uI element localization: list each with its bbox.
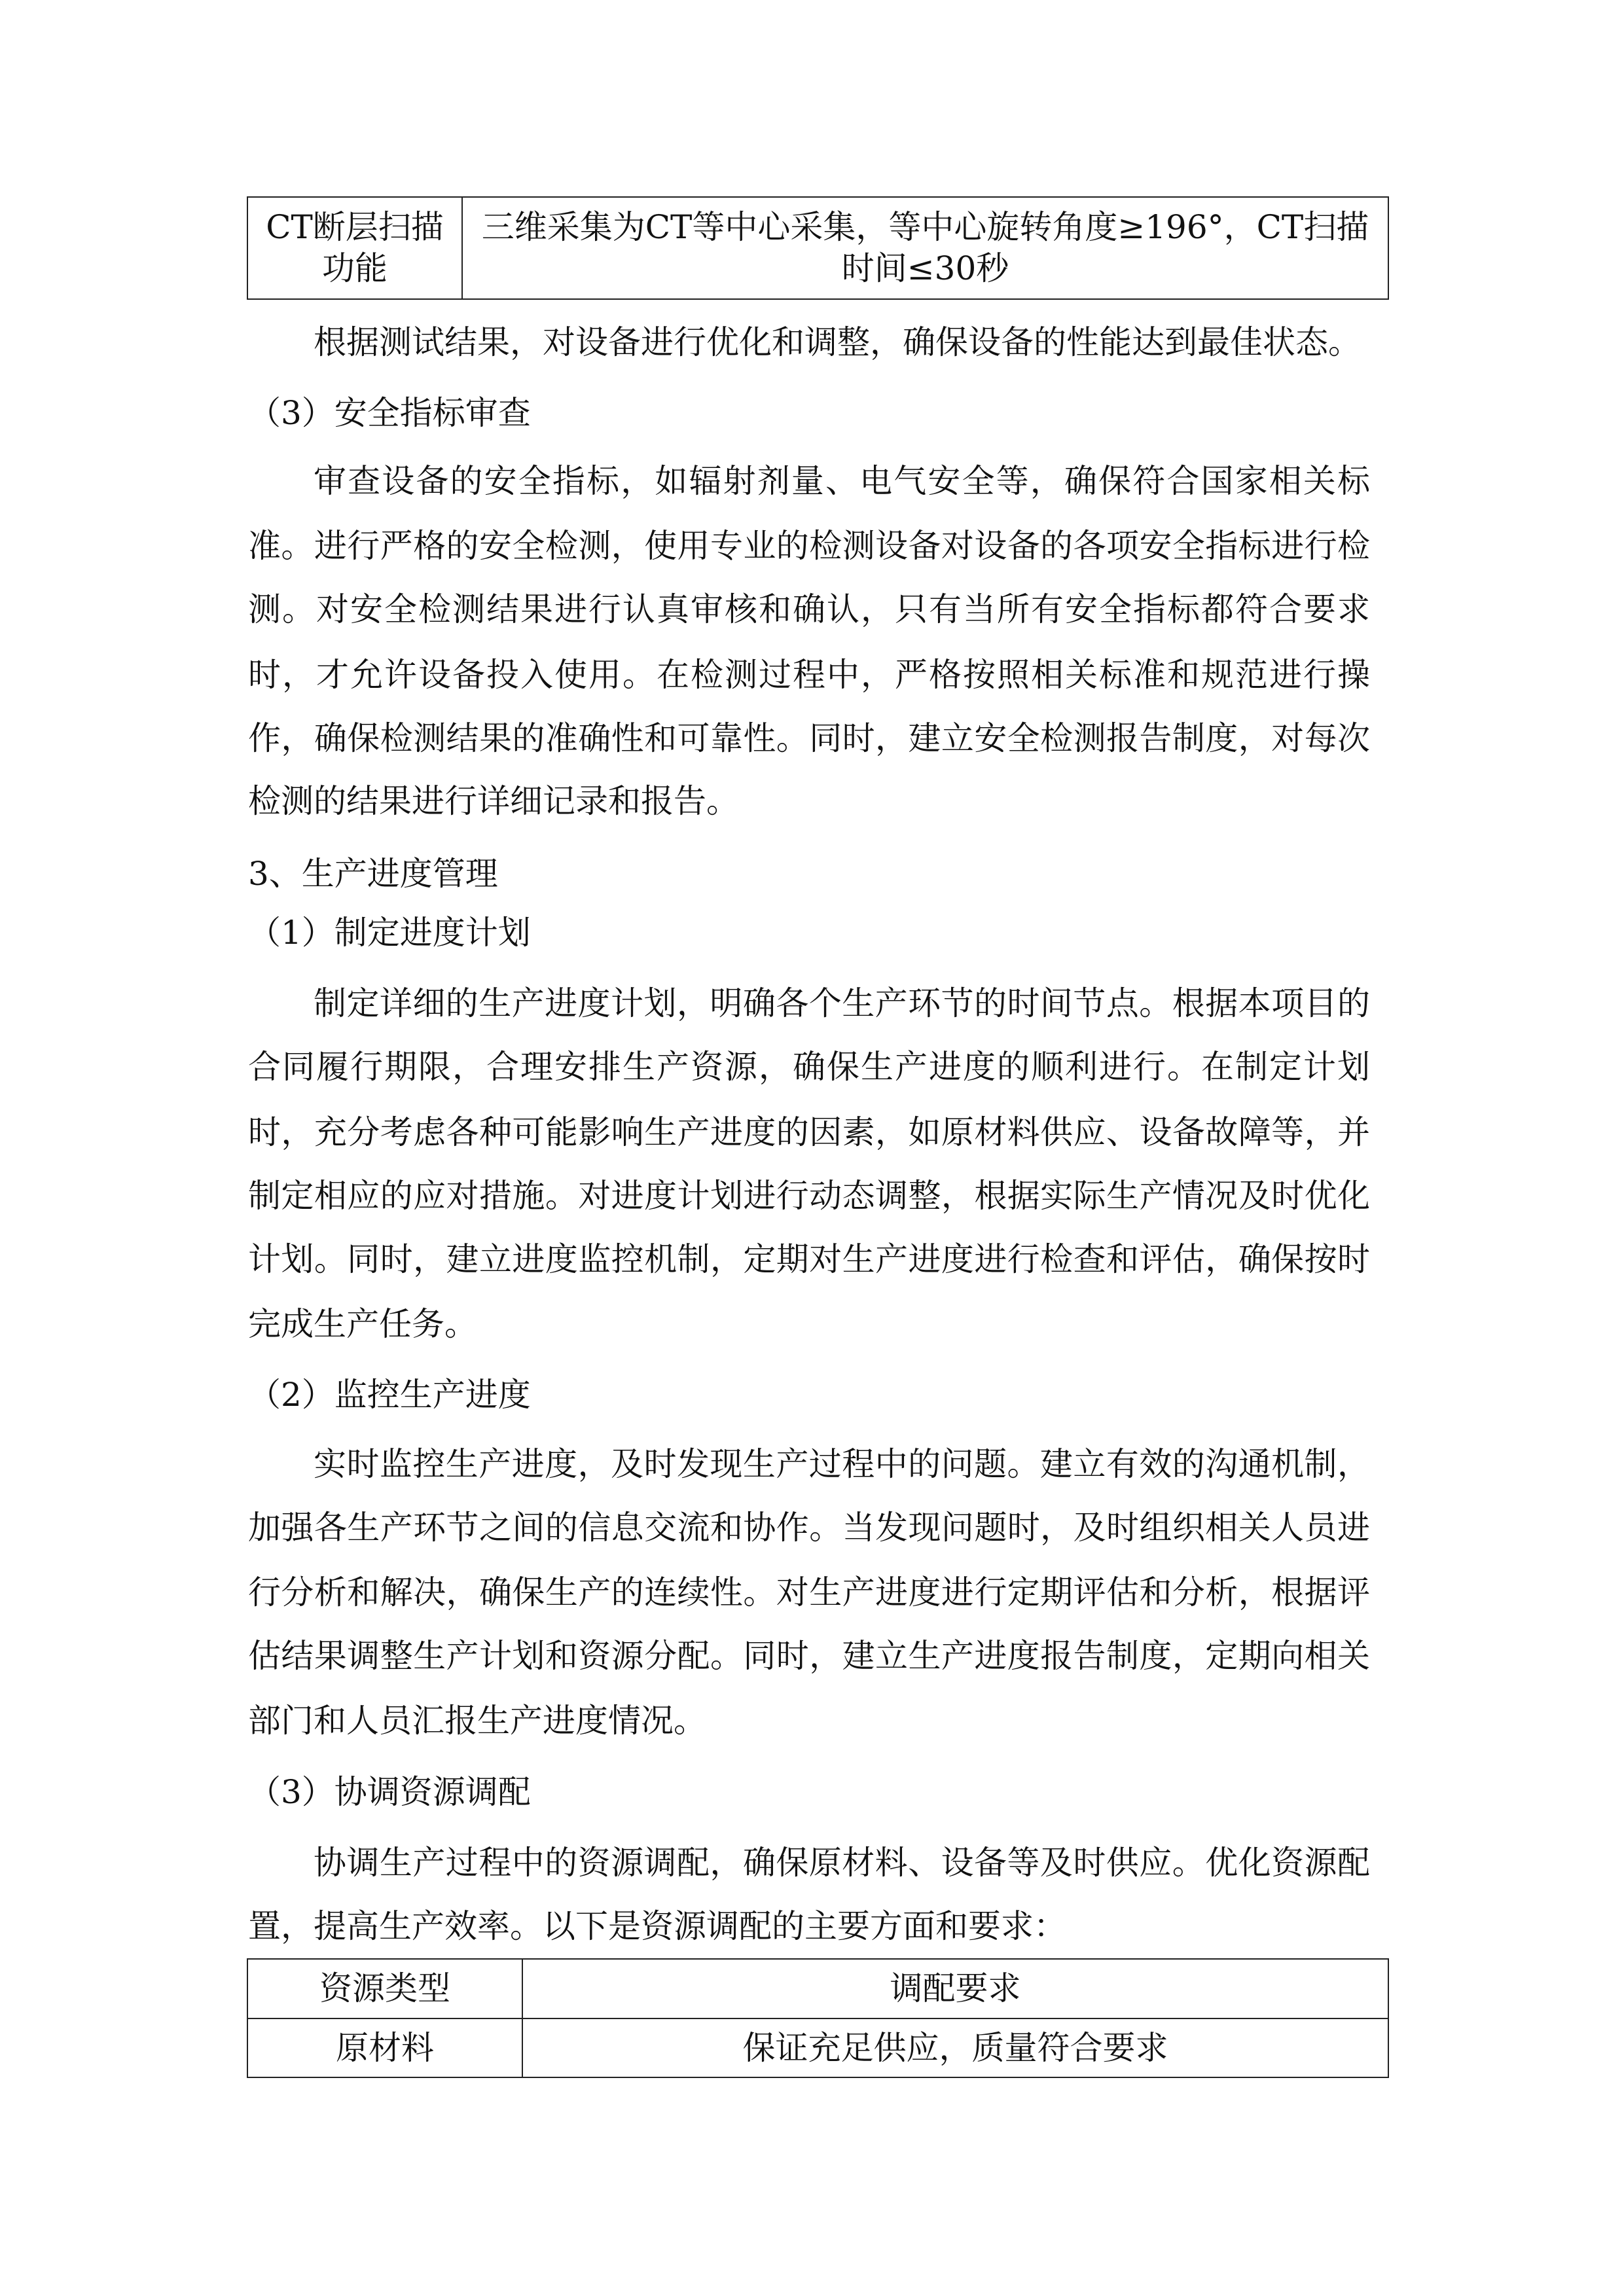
table-header-row (247, 1959, 1388, 2018)
table-row (247, 197, 1388, 299)
paragraph-line: 制定详细的生产进度计划，明确各个生产环节的时间节点。根据本项目的 (314, 984, 1370, 1022)
table-cell: 原材料 (247, 2018, 522, 2077)
paragraph-line: 时，才允许设备投入使用。在检测过程中，严格按照相关标准和规范进行操 (248, 656, 1370, 694)
table-row (247, 2018, 1388, 2077)
paragraph-line: 估结果调整生产计划和资源分配。同时，建立生产进度报告制度，定期向相关 (248, 1637, 1370, 1675)
table-cell: CT断层扫描功能 (247, 197, 462, 299)
paragraph-line: 制定相应的应对措施。对进度计划进行动态调整，根据实际生产情况及时优化 (248, 1177, 1370, 1215)
section-heading: （2）监控生产进度 (248, 1376, 531, 1414)
paragraph-line: 根据测试结果，对设备进行优化和调整，确保设备的性能达到最佳状态。 (314, 323, 1361, 361)
section-heading: （3）协调资源调配 (248, 1773, 531, 1811)
section-heading: （3）安全指标审查 (248, 394, 531, 432)
section-heading: （1）制定进度计划 (248, 914, 531, 952)
table-header: 资源类型 (247, 1959, 522, 2018)
paragraph-line: 协调生产过程中的资源调配，确保原材料、设备等及时供应。优化资源配 (314, 1844, 1370, 1882)
paragraph-line: 完成生产任务。 (248, 1305, 477, 1343)
paragraph-line: 时，充分考虑各种可能影响生产进度的因素，如原材料供应、设备故障等，并 (248, 1113, 1370, 1151)
table-header: 调配要求 (522, 1959, 1388, 2018)
paragraph-line: 置，提高生产效率。以下是资源调配的主要方面和要求： (248, 1907, 1066, 1945)
paragraph-line: 计划。同时，建立进度监控机制，定期对生产进度进行检查和评估，确保按时 (248, 1240, 1370, 1278)
paragraph-line: 行分析和解决，确保生产的连续性。对生产进度进行定期评估和分析，根据评 (248, 1573, 1370, 1611)
section-heading: 3、生产进度管理 (248, 855, 498, 893)
paragraph-line: 加强各生产环节之间的信息交流和协作。当发现问题时，及时组织相关人员进 (248, 1509, 1370, 1547)
ct-spec-table (247, 196, 1389, 300)
paragraph-line: 测。对安全检测结果进行认真审核和确认，只有当所有安全指标都符合要求 (248, 590, 1370, 628)
paragraph-line: 实时监控生产进度，及时发现生产过程中的问题。建立有效的沟通机制， (314, 1445, 1370, 1483)
paragraph-line: 作，确保检测结果的准确性和可靠性。同时，建立安全检测报告制度，对每次 (248, 719, 1370, 757)
resource-table (247, 1958, 1389, 2078)
paragraph-line: 审查设备的安全指标，如辐射剂量、电气安全等，确保符合国家相关标 (314, 462, 1370, 500)
table-cell: 保证充足供应，质量符合要求 (522, 2018, 1388, 2077)
paragraph-line: 部门和人员汇报生产进度情况。 (248, 1702, 706, 1740)
paragraph-line: 准。进行严格的安全检测，使用专业的检测设备对设备的各项安全指标进行检 (248, 527, 1370, 565)
paragraph-line: 检测的结果进行详细记录和报告。 (248, 782, 739, 820)
paragraph-line: 合同履行期限，合理安排生产资源，确保生产进度的顺利进行。在制定计划 (248, 1048, 1370, 1086)
table-cell: 三维采集为CT等中心采集，等中心旋转角度≥196°，CT扫描时间≤30秒 (462, 197, 1388, 299)
